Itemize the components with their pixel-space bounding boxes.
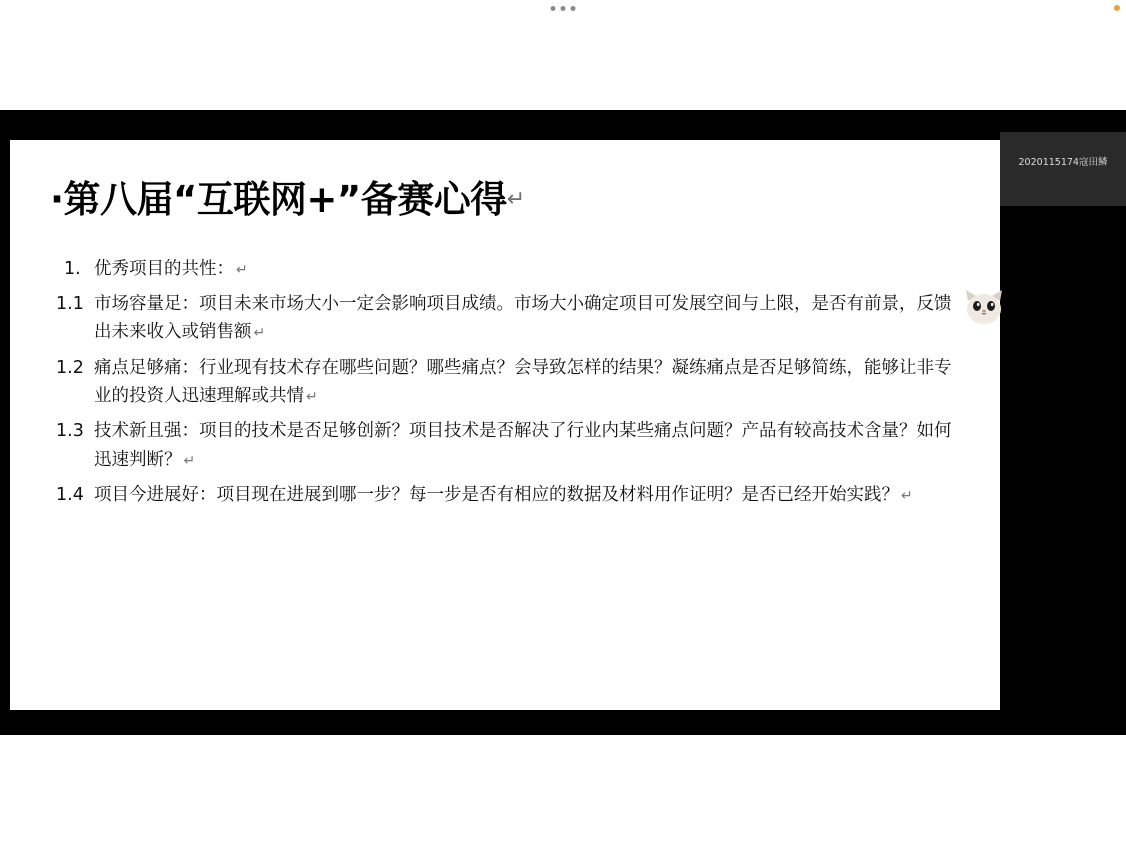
list-item bbox=[50, 354, 960, 411]
list-item-number: 1.4 bbox=[56, 485, 84, 506]
list-item-text: 痛点足够痛：行业现有技术存在哪些问题？哪些痛点？会导致怎样的结果？凝练痛点是否足够简练，能够让非专业的投资人迅速理解或共情 bbox=[94, 357, 952, 407]
paragraph-mark-icon: ↵ bbox=[306, 389, 318, 406]
cat-avatar-icon bbox=[962, 288, 1006, 326]
list-item bbox=[50, 417, 960, 474]
list-item-number: 1.1 bbox=[56, 294, 84, 315]
list-item-number: 1.2 bbox=[56, 357, 84, 378]
recording-indicator-icon bbox=[1114, 5, 1120, 11]
list-item bbox=[50, 290, 960, 347]
paragraph-mark-icon: ↵ bbox=[253, 325, 266, 342]
slide-body bbox=[50, 255, 960, 510]
list-item-body bbox=[94, 417, 960, 474]
window-menu-dots[interactable] bbox=[551, 6, 576, 11]
list-item-body bbox=[94, 481, 960, 509]
slide-title bbox=[50, 180, 960, 221]
list-item-text: 市场容量足：项目未来市场大小一定会影响项目成绩。市场大小确定项目可发展空间与上限，是否有前景，反馈出未来收入或销售额 bbox=[94, 294, 952, 343]
dot-icon bbox=[571, 6, 576, 11]
paragraph-mark-icon: ↵ bbox=[236, 261, 248, 278]
window-top-bar bbox=[0, 0, 1126, 110]
slide-title-text: ·第八届“互联网+”备赛心得 bbox=[50, 178, 507, 221]
dot-icon bbox=[561, 6, 566, 11]
paragraph-mark-icon: ↵ bbox=[506, 187, 525, 212]
list-item bbox=[50, 255, 960, 283]
paragraph-mark-icon: ↵ bbox=[183, 452, 196, 469]
list-item-text: 技术新且强：项目的技术是否足够创新？项目技术是否解决了行业内某些痛点问题？产品有较高技术含量？如何迅速判断？ bbox=[94, 421, 952, 470]
presenter-name-label: 2020115174寇田鳞 bbox=[1018, 157, 1108, 168]
list-item-number: 1.3 bbox=[56, 421, 84, 442]
list-item bbox=[50, 481, 960, 509]
list-item-body bbox=[94, 290, 960, 347]
presentation-stage bbox=[0, 110, 1126, 735]
list-item-body bbox=[94, 255, 960, 283]
window-bottom-bar bbox=[0, 735, 1126, 845]
slide-content bbox=[10, 140, 1000, 710]
list-item-text: 项目今进展好：项目现在进展到哪一步？每一步是否有相应的数据及材料用作证明？是否已经开始实践？ bbox=[94, 485, 899, 506]
paragraph-mark-icon: ↵ bbox=[901, 488, 913, 505]
presenter-video-tile[interactable] bbox=[1000, 132, 1126, 206]
list-item-body bbox=[94, 354, 960, 411]
list-item-text: 优秀项目的共性： bbox=[94, 258, 234, 279]
dot-icon bbox=[551, 6, 556, 11]
list-item-number: 1. bbox=[64, 258, 81, 279]
